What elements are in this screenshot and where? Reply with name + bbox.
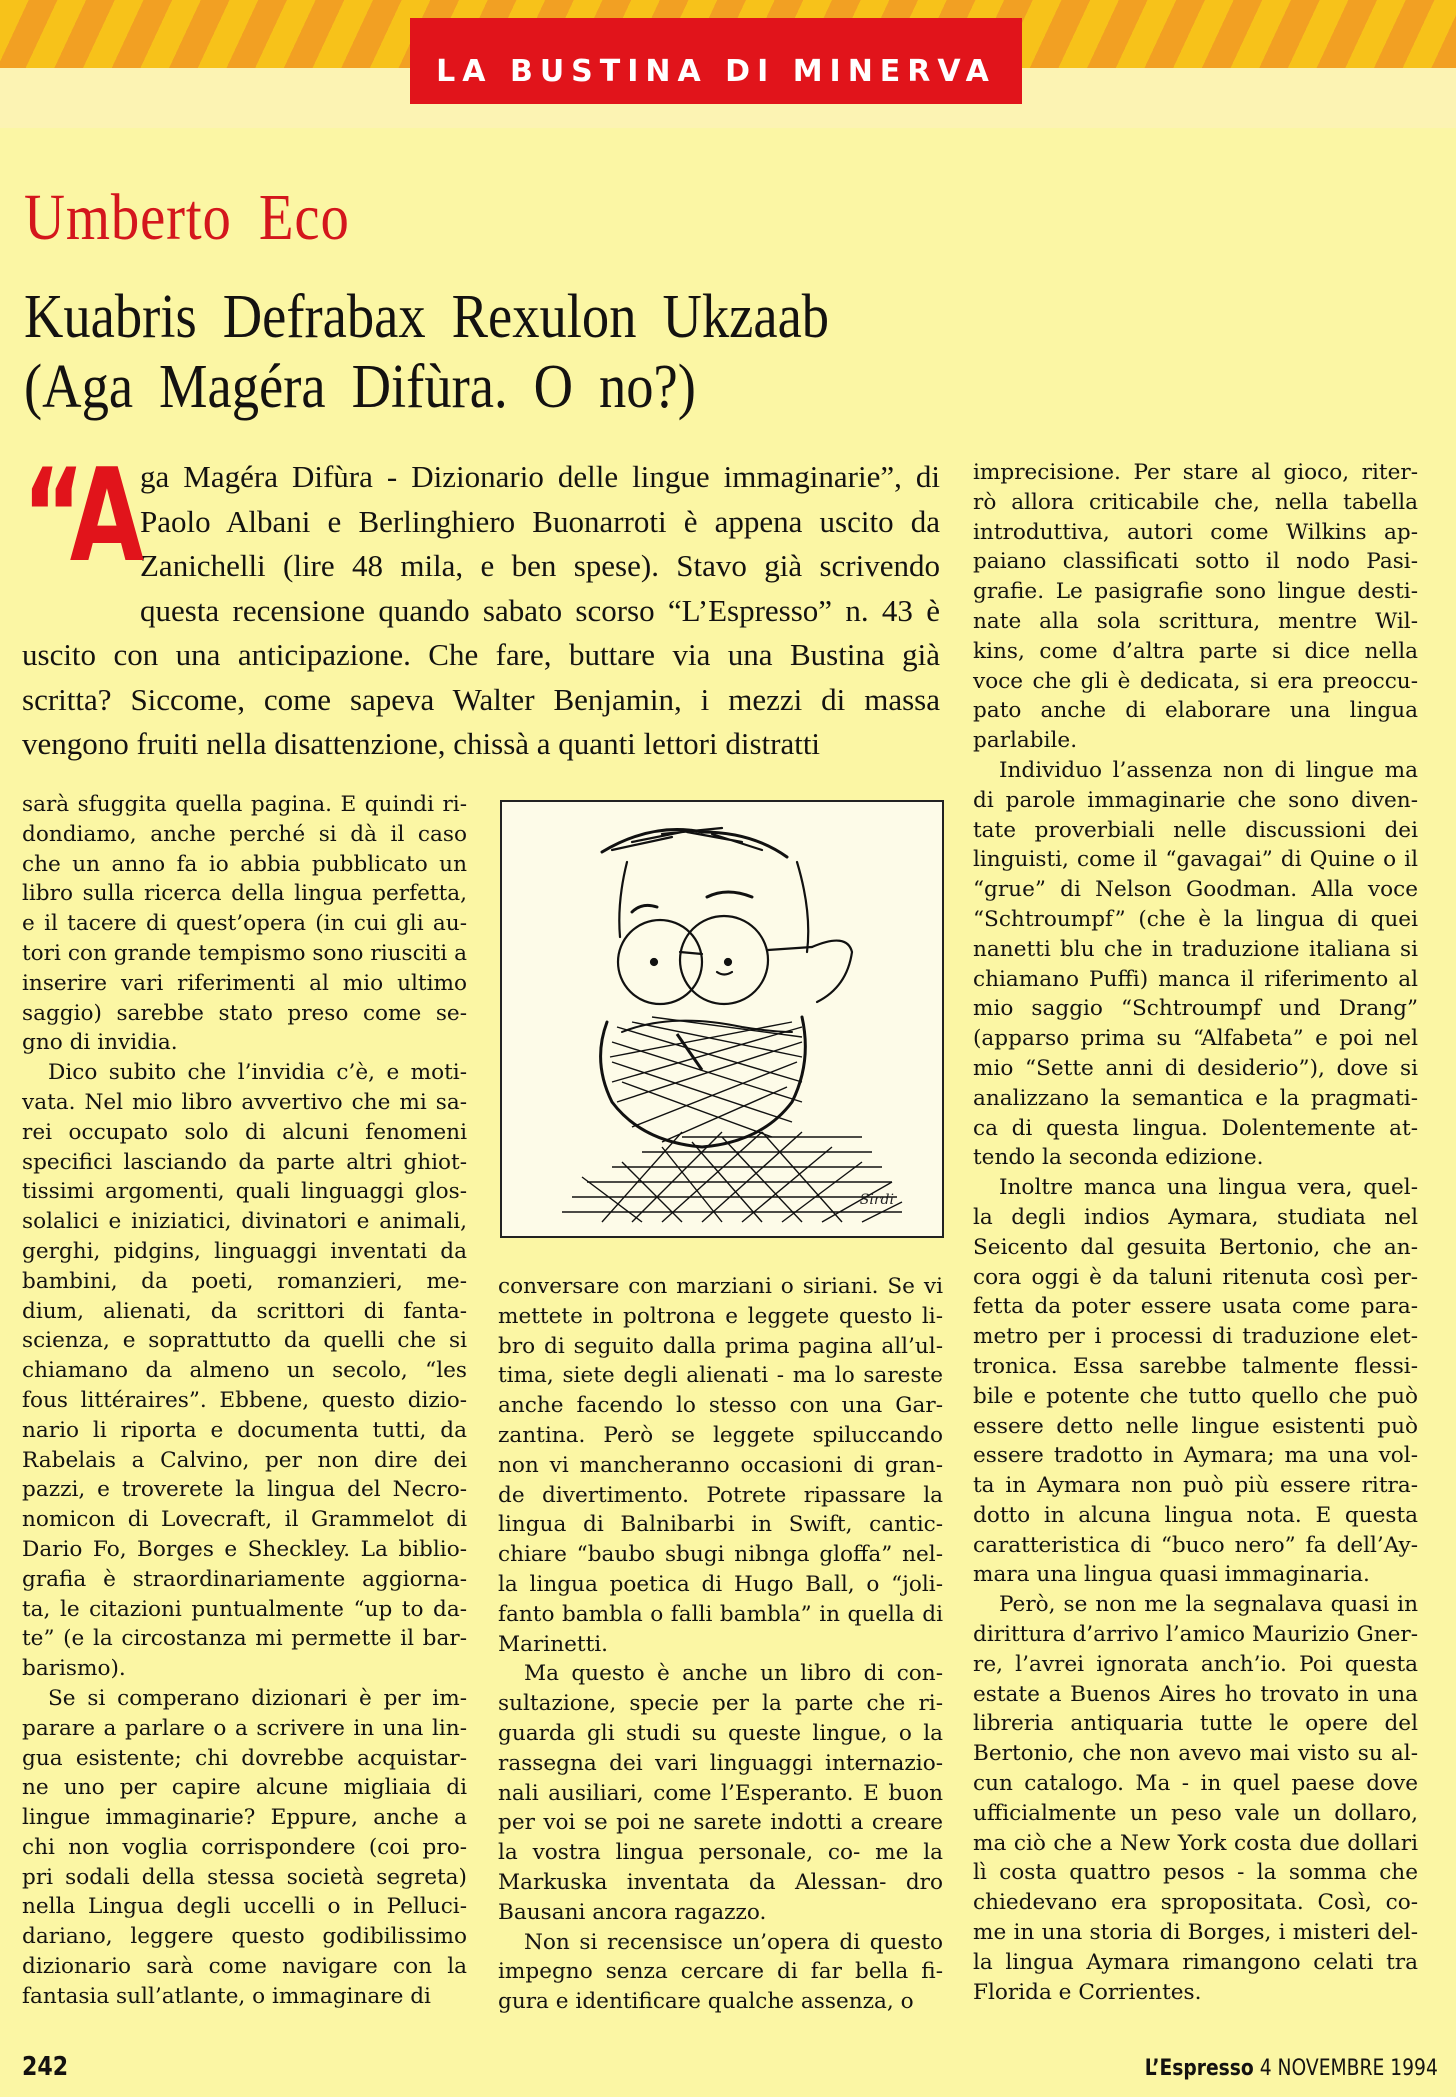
headline-line-1: Kuabris Defrabax Rexulon Ukzaab: [24, 283, 830, 351]
paragraph: conversare con marziani o siriani. Se vi mettete in poltrona e leggete questo li- bro di seguito dalla prima pagina all’ul- tima, siete degli alienati - ma lo sareste anche facendo lo stesso con una Gar- zantina. Però se leggete spiluccando non vi mancheranno occasioni di gran- de divertimento. Potrete ripassare la lingua di Balnibarbi in Swift, cantic- chiare “baubo sbugi nibnga gloffa” nel- la lingua poetica di Hugo Ball, o “joli- fanto bambla o falli bambla” in quella di Marinetti.: [498, 1274, 943, 1657]
lead-paragraph: [22, 442, 940, 767]
paragraph: Ma questo è anche un libro di con- sultazione, specie per la parte che ri- guarda gli studi su queste lingue, o la rassegna dei vari linguaggi internazio- nali ausiliari, come l’Esperanto. E buon per voi se poi ne sarete indotti a creare la vostra lingua personale, co- me la Markuska inventata da Alessan- dro Bausani ancora ragazzo.: [498, 1661, 943, 1925]
headline: [24, 282, 829, 422]
caricature-illustration: [500, 800, 944, 1238]
lead-text: ga Magéra Difùra - Dizionario delle lingue immaginarie”, di Paolo Albani e Berlinghiero Buonarroti è appena uscito da Zanichelli (lire 48 mila, e ben spese). Stavo già scrivendo questa recensione quando sabato scorso “L’Espresso” n. 43 è uscito con una anticipazione. Che fare, buttare via una Bustina già scritta? Siccome, come sapeva Walter Benjamin, i mezzi di massa vengono fruiti nella disattenzione, chissà a quanti lettori distratti: [22, 459, 940, 761]
illustrator-signature: Sirdi: [859, 1192, 894, 1208]
magazine-name: L’Espresso: [1144, 2056, 1254, 2081]
paragraph: Inoltre manca una lingua vera, quel- la degli indios Aymara, studiata nel Seicento dal gesuita Bertonio, che an- cora oggi è da taluni ritenuta così per- fetta da poter essere usata come para- metro per i processi di traduzione elet- tronica. Essa sarebbe talmente flessi- bile e potente che tutto quello che può essere detto nelle lingue esistenti può essere tradotto in Aymara; ma una vol- ta in Aymara non può più essere ritra- dotto in alcuna lingua nota. E questa caratteristica di “buco nero” fa dell’Ay- mara una lingua quasi immaginaria.: [973, 1175, 1418, 1588]
paragraph: imprecisione. Per stare al gioco, riter- rò allora criticabile che, nella tabella introduttiva, autori come Wilkins ap- paiano classificati sotto il nodo Pasi- grafie. Le pasigrafie sono lingue desti- nate alla sola scrittura, mentre Wil- kins, come d’altra parte si dice nella voce che gli è dedicata, si era preoccu- pato anche di elaborare una lingua parlabile.: [973, 460, 1418, 754]
paragraph: Però, se non me la segnalava quasi in dirittura d’arrivo l’amico Maurizio Gner- re, l’avrei ignorata anch’io. Poi questa estate a Buenos Aires ho trovato in una libreria antiquaria tutte le opere del Bertonio, che non avevo mai visto su al- cun catalogo. Ma - in quel paese dove ufficialmente un peso vale un dollaro, ma ciò che a New York costa due dollari lì costa quattro pesos - la somma che chiedevano era spropositata. Così, co- me in una storia di Borges, i misteri del- la lingua Aymara rimangono celati tra Florida e Corrientes.: [973, 1592, 1418, 2005]
column-1: [22, 790, 467, 2012]
column-2: [498, 1272, 943, 2017]
headline-line-2: (Aga Magéra Difùra. O no?): [24, 353, 696, 421]
portrait-drawing: [502, 802, 942, 1236]
author-name: Umberto Eco: [24, 181, 350, 254]
drop-cap: “A: [22, 442, 142, 591]
section-kicker: LA BUSTINA DI MINERVA: [410, 18, 1022, 104]
paragraph: sarà sfuggita quella pagina. E quindi ri- dondiamo, anche perché si dà il caso che un anno fa io abbia pubblicato un libro sulla ricerca della lingua perfetta, e il tacere di quest’opera (in cui gli au- tori con grande tempismo sono riusciti a inserire vari riferimenti al mio ultimo saggio) sarebbe stato preso come se- gno di invidia.: [22, 792, 467, 1056]
column-3: [973, 458, 1418, 2007]
paragraph: Individuo l’assenza non di lingue ma di parole immaginarie che sono diven- tate proverbiali nelle discussioni dei linguisti, come il “gavagai” di Quine o il “grue” di Nelson Goodman. Alla voce “Schtroumpf” (che è la lingua di quei nanetti blu che in traduzione italiana si chiamano Puffi) manca il riferimento al mio saggio “Schtroumpf und Drang” (apparso prima su “Alfabeta” e poi nel mio “Sette anni di desiderio”), dove si analizzano la semantica e la pragmati- ca di questa lingua. Dolentemente at- tendo la seconda edizione.: [973, 757, 1418, 1171]
paragraph: Se si comperano dizionari è per im- parare a parlare o a scrivere in una lin- gua esistente; chi dovrebbe acquistar- ne uno per capire alcune migliaia di lingue immaginarie? Eppure, anche a chi non voglia corrispondere (coi pro- pri sodali della stessa società segreta) nella Lingua degli uccelli o in Pelluci- dariano, leggere questo godibilissimo dizionario sarà come navigare con la fantasia sull’atlante, o immaginare di: [22, 1685, 467, 2009]
issue-date: 4 NOVEMBRE 1994: [1259, 2056, 1438, 2081]
footer-publication: [1145, 2056, 1438, 2081]
paragraph: Non si recensisce un’opera di questo impegno senza cercare di far bella fi- gura e identificare qualche assenza, o: [498, 1929, 943, 2015]
paragraph: Dico subito che l’invidia c’è, e moti- vata. Nel mio libro avvertivo che mi sa- rei occupato solo di alcuni fenomeni specifici lasciando da parte altri ghiot- tissimi argomenti, quali linguaggi glos- solalici e iniziatici, divinatori e animali, gerghi, pidgins, linguaggi inventati da bambini, da poeti, romanzieri, me- dium, alienati, da scrittori di fanta- scienza, e soprattutto da quelli che si chiamano da almeno un secolo, “les fous littéraires”. Ebbene, questo dizio- nario li riporta e documenta tutti, da Rabelais a Calvino, per non dire dei pazzi, e troverete la lingua del Necro- nomicon di Lovecraft, il Grammelot di Dario Fo, Borges e Sheckley. La biblio- grafia è straordinariamente aggiorna- ta, le citazioni puntualmente “up to da- te” (e la circostanza mi permette il bar- barismo).: [22, 1060, 467, 1682]
page-number: 242: [22, 2052, 69, 2082]
